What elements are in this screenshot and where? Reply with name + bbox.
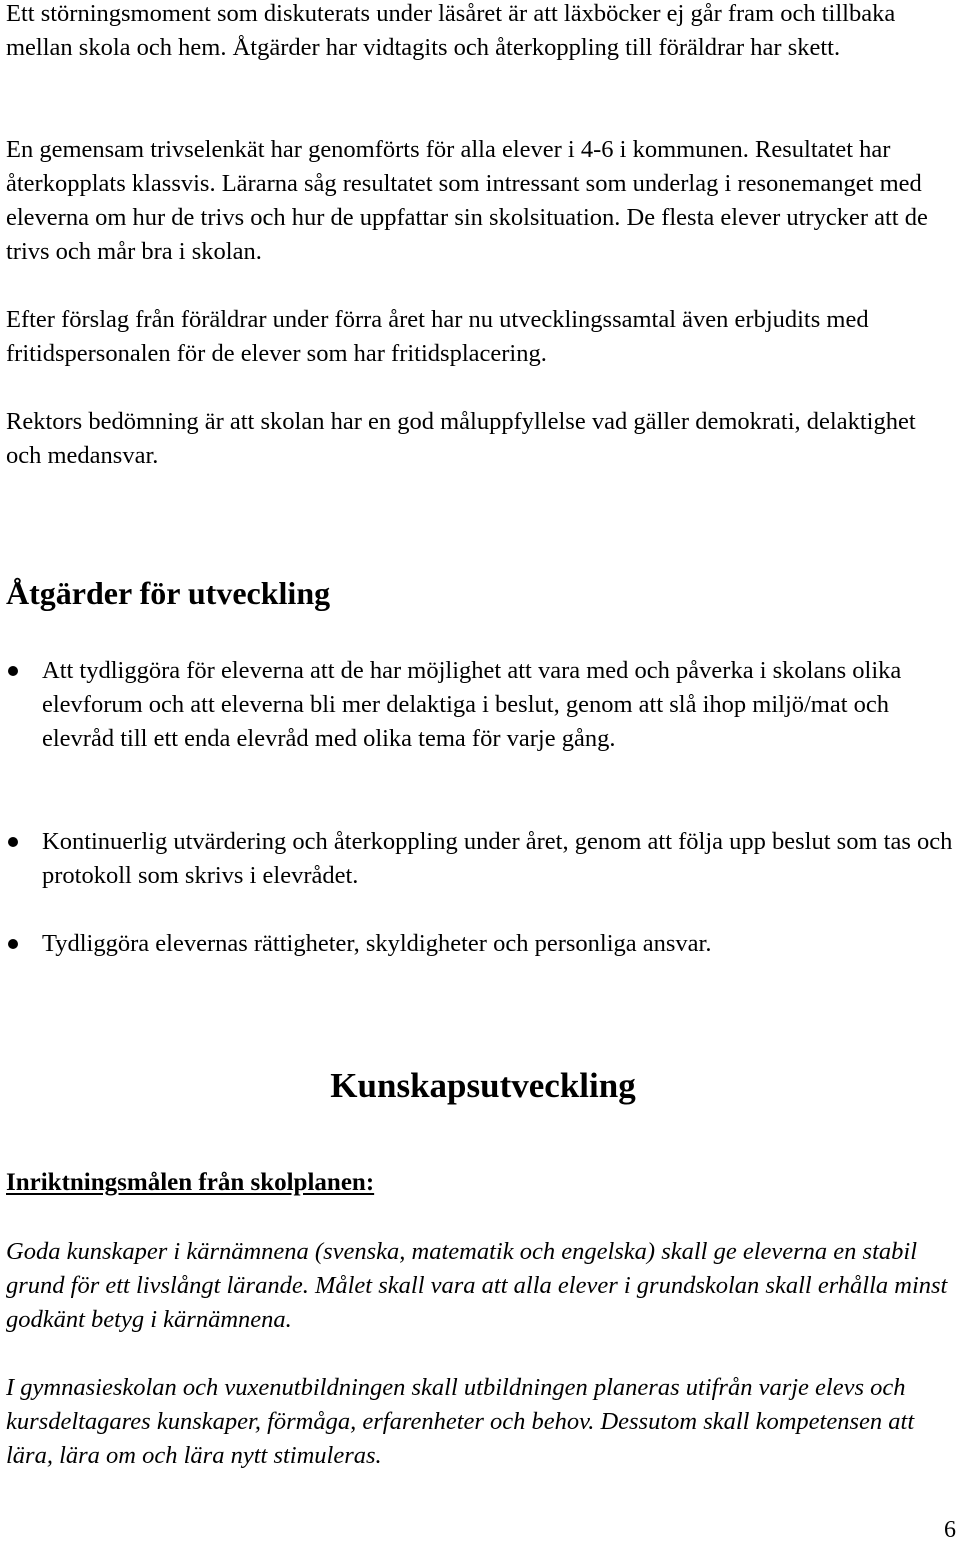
list-item [6,927,956,961]
section-heading-actions: Åtgärder för utveckling [6,575,331,611]
list-item-text: Tydliggöra elevernas rättigheter, skyldigheter och personliga ansvar. [42,930,712,957]
paragraph-principal-assessment: Rektors bedömning är att skolan har en god måluppfyllelse vad gäller demokrati, delaktighet och medansvar. [6,408,916,469]
italic-paragraph-core-subjects: Goda kunskaper i kärnämnena (svenska, matematik och engelska) skall ge eleverna en stabil grund för ett livslångt lärande. Målet skall vara att alla elever i grundskolan skall erhålla minst godkänt betyg i kärnämnena. [6,1238,948,1333]
sub-heading-goals: Inriktningsmålen från skolplanen: [6,1169,375,1196]
list-item [6,825,956,893]
main-heading-knowledge: Kunskapsutveckling [330,1066,636,1105]
page-number: 6 [944,1517,956,1543]
paragraph-homework-books: Ett störningsmoment som diskuterats under läsåret är att läxböcker ej går fram och tillbaka mellan skola och hem. Åtgärder har vidtagits och återkoppling till föräldrar har skett. [6,0,896,61]
paragraph-development-talks: Efter förslag från föräldrar under förra året har nu utvecklingssamtal även erbjudits med fritidspersonalen för de elever som har fritidsplacering. [6,306,869,367]
bullet-icon [8,837,18,847]
list-item-text: Kontinuerlig utvärdering och återkoppling under året, genom att följa upp beslut som tas och protokoll som skrivs i elevrådet. [42,828,953,889]
bullet-icon [8,666,18,676]
bullet-icon [8,939,18,949]
list-item [6,654,956,756]
actions-bullet-list [6,654,956,957]
list-item-text: Att tydliggöra för eleverna att de har möjlighet att vara med och påverka i skolans olika elevforum och att eleverna bli mer delaktiga i beslut, genom att slå ihop miljö/mat och elevråd till ett enda elevråd med olika tema för varje gång. [42,657,902,752]
paragraph-wellbeing-survey: En gemensam trivselenkät har genomförts för alla elever i 4-6 i kommunen. Resultatet har återkopplats klassvis. Lärarna såg resultatet som intressant som underlag i resonemanget med eleverna om hur de trivs och hur de uppfattar sin skolsituation. De flesta elever utrycker att de trivs och mår bra i skolan. [6,136,928,265]
italic-paragraph-upper-secondary: I gymnasieskolan och vuxenutbildningen skall utbildningen planeras utifrån varje elevs och kursdeltagares kunskaper, förmåga, erfarenheter och behov. Dessutom skall kompetensen att lära, lära om och lära nytt stimuleras. [6,1374,915,1469]
